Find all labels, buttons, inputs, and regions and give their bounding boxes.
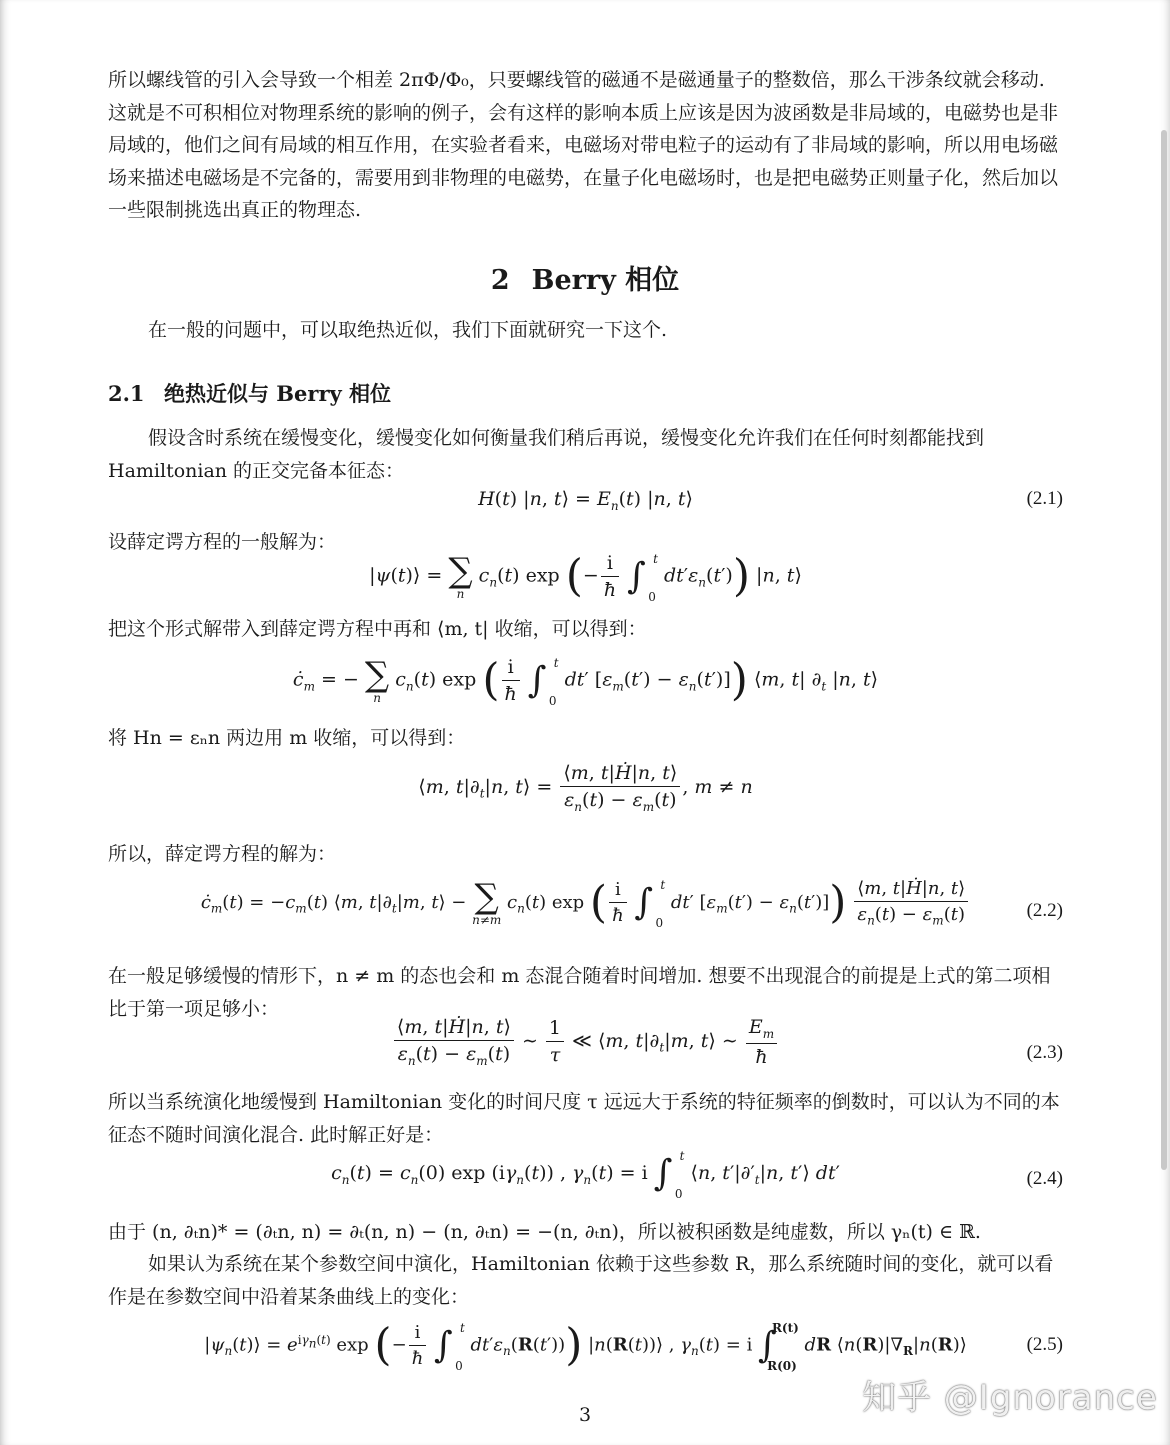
subsection-title-text: 绝热近似与 Berry 相位	[164, 381, 392, 406]
equation-2-2: $ċ_m(t) = -c_m(t)$ ⟨m, $t|\partial_t|m$, t⟩ − ∑ n≠m $c_n(t)$ exp ( $\frac{i}{ħ}$ ∫ t 0 dt′ $[\varepsilon_m(t') - \varepsilon_n(t')]$) $\frac{\text{⟨m, t|Ḣ|n, t⟩}}{\varepsilon_n(t) - \varepsilon_m(t)}$ (2.2)	[200, 876, 1063, 930]
equation-2-4: $c_n(t) = c_n(0)$ $\exp (i\gamma_n(t))$ , $\gamma_n(t) = i$ ∫ t 0 ⟨n, $t'|\partial'_t|n$, t′⟩ dt′ (2.4)	[331, 1149, 1063, 1201]
equation-2-5: $|\psi_n(t)⟩ = e^{i\gamma_n(t)}$ exp (− $\frac{i}{ħ}$ ∫ t 0 $dt'\varepsilon_n(R(t'))$) |n(R(t))⟩ , $\gamma_n(t) = i$ ∫ R(t) R(0) dR $⟨n(R)|\nabla_R|n(R)⟩$ (2.5)	[204, 1319, 1063, 1373]
paragraph-2: 设薛定谔方程的一般解为：	[108, 531, 337, 553]
paragraph-3: 把这个形式解带入到薛定谔方程中再和 ⟨m, t| 收缩，可以得到：	[108, 618, 647, 640]
equation-2-1: H(t) |n, t⟩ = $E_n(t)$ |n, t⟩ (2.1)	[478, 488, 1063, 513]
section-title	[0, 258, 1170, 297]
paragraph-5: 所以，薛定谔方程的解为：	[108, 843, 337, 865]
equation-general-solution: |ψ(t)⟩ = ∑ n $c_n(t)$ exp (− $\frac{i}{ħ}$ ∫ t 0 $dt'\varepsilon_n(t')$) |n, t⟩	[369, 550, 802, 604]
page-number: 3	[578, 1404, 592, 1426]
paragraph-4: 将 Hn = εₙn 两边用 m 收缩，可以得到：	[108, 727, 466, 749]
subsection-number: 2.1	[108, 381, 145, 406]
equation-coefficient-derivative: $ċ_m$ = − ∑ n $c_n(t)$ exp ( $\frac{i}{ħ}$ ∫ t 0 dt′ $[\varepsilon_m(t') - \varepsilon_n(t')]$) ⟨m, t| $\partial_t$ |n, t⟩	[292, 654, 879, 708]
equation-tag: (2.5)	[1026, 1334, 1063, 1355]
equation-tag: (2.3)	[1026, 1042, 1063, 1063]
section-title-text: Berry 相位	[531, 265, 680, 296]
section-number: 2	[490, 265, 510, 296]
equation-2-3: $\frac{\text{⟨m, t|Ḣ|n, t⟩}}{\varepsilon_n(t) - \varepsilon_m(t)}$ ∼ $\frac{1}{\tau}$ ≪ ⟨m, $t|\partial_t|m$, t⟩ ∼ $\frac{E_m}{ħ}$ (2.3)	[108, 1016, 1063, 1088]
paragraph-8: 由于 (n, ∂ₜn)* = (∂ₜn, n) = ∂ₜ(n, n) − (n, ∂ₜn) = −(n, ∂ₜn)，所以被积函数是纯虚数，所以 γₙ(t) ∈ ℝ.	[108, 1221, 981, 1243]
subsection-title	[108, 378, 391, 408]
paragraph-7: 所以当系统演化地缓慢到 Hamiltonian 变化的时间尺度 τ 远远大于系统的特征频率的倒数时，可以认为不同的本征态不随时间演化混合. 此时解正好是：	[108, 1091, 1060, 1146]
equation-matrix-element: ⟨m, $t|\partial_t|n$, t⟩ = $\frac{\text{⟨m, t|Ḣ|n, t⟩}}{\varepsilon_n(t) - \varepsilon_m(t)}$ , m ≠ n	[418, 762, 753, 814]
paragraph-6: 在一般足够缓慢的情形下，n ≠ m 的态也会和 m 态混合随着时间增加. 想要不出现混合的前提是上式的第二项相比于第一项足够小：	[108, 965, 1051, 1020]
paragraph-9: 如果认为系统在某个参数空间中演化，Hamiltonian 依赖于这些参数 R，那么系统随时间的变化，就可以看作是在参数空间中沿着某条曲线上的变化：	[108, 1253, 1054, 1308]
section-intro: 在一般的问题中，可以取绝热近似，我们下面就研究一下这个.	[148, 319, 668, 341]
equation-tag: (2.2)	[1026, 900, 1063, 921]
paragraph-1: 假设含时系统在缓慢变化，缓慢变化如何衡量我们稍后再说，缓慢变化允许我们在任何时刻都能找到 Hamiltonian 的正交完备本征态：	[108, 427, 985, 482]
equation-tag: (2.1)	[1026, 488, 1063, 509]
intro-paragraph: 所以螺线管的引入会导致一个相差 2πΦ/Φ₀，只要螺线管的磁通不是磁通量子的整数倍，那么干涉条纹就会移动. 这就是不可积相位对物理系统的影响的例子，会有这样的影响本质上应该是因为波函数是非局域的，电磁势也是非局域的，他们之间有局域的相互作用，在实验者看来，电磁场对带电粒子的运动有了非局域的影响，所以用电场磁场来描述电磁场是不完备的，需要用到非物理的电磁势，在量子化电磁场时，也是把电磁势正则量子化，然后加以一些限制挑选出真正的物理态.	[108, 69, 1059, 221]
watermark: 知乎 @Ignorance	[862, 1378, 1158, 1418]
equation-tag: (2.4)	[1026, 1168, 1063, 1189]
